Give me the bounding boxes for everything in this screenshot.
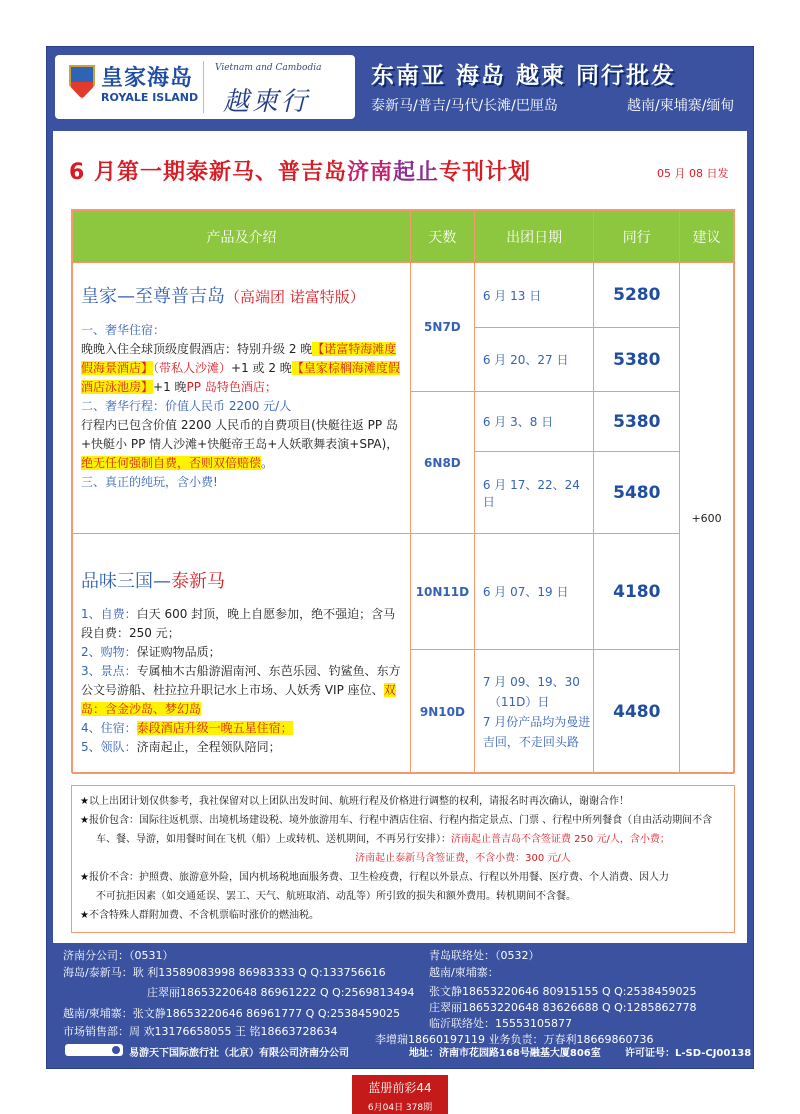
item-5: 5、领队：济南起止，全程领队陪同； xyxy=(81,740,281,754)
brand-royale-en: ROYALE ISLAND xyxy=(101,91,199,104)
notes-box xyxy=(71,785,735,933)
title-part3: 起止 xyxy=(392,160,439,185)
catalog-label: 蓝册前彩44 xyxy=(368,1081,432,1095)
jinan-office: 济南分公司：（0531） xyxy=(63,949,174,962)
contacts-section xyxy=(53,945,752,1065)
item-2: 2、购物：保证购物品质； xyxy=(81,645,221,659)
company-name: 易游天下国际旅行社（北京）有限公司济南分公司 xyxy=(129,1048,349,1059)
header-product: 产品及介绍 xyxy=(73,211,411,263)
title-part1: 6 月第一期泰新马、普吉岛 xyxy=(69,160,347,185)
price-cell: 5480 xyxy=(594,452,680,534)
days-cell: 9N10D xyxy=(410,650,474,774)
contact-line: 李增瑞18660197119 业务负责：万春利18669860736 xyxy=(375,1033,654,1046)
note-line: ★报价不含：护照费、旅游意外险，国内机场税地面服务费、卫生检疫费，行程以外景点、行程以外用餐、医疗费、个人消费、因人力 xyxy=(80,872,669,883)
brand-royale-cn: 皇家海岛 xyxy=(101,66,194,91)
table-header xyxy=(73,211,734,263)
section-heading: 二、奢华行程：价值人民币 2200 元/人 xyxy=(81,399,292,413)
content-panel xyxy=(53,131,747,943)
days-cell: 5N7D xyxy=(410,263,474,392)
days-cell: 10N11D xyxy=(410,534,474,650)
price-cell: 4180 xyxy=(594,534,680,650)
destinations-2: 越南/柬埔寨/缅甸 xyxy=(627,98,735,114)
product-phuket xyxy=(73,263,411,534)
logo-panel xyxy=(55,55,355,119)
contact-line: 临沂联络处：15553105877 xyxy=(429,1017,572,1030)
itinerary-text: 行程内已包含价值 2200 人民币的自费项目(快艇往返 PP 岛+快艇小 PP 情人沙滩+快艇帝王岛+人妖歌舞表演+SPA)，绝无任何强制自费，否则双倍赔偿。 xyxy=(81,418,399,470)
publish-date: 05 月 08 日发 xyxy=(657,167,729,180)
note-line: ★以上出团计划仅供参考，我社保留对以上团队出发时间、航班行程及价格进行调整的权利，请报名时再次确认，谢谢合作！ xyxy=(80,796,629,807)
logo-divider xyxy=(203,61,204,113)
hotel-text: 晚晚入住全球顶级度假酒店：特别升级 2 晚【诺富特海滩度假海景酒店】（带私人沙滩）+1 或 2 晚【皇家棕榈海滩度假酒店泳池房】+1 晚PP 岛特色酒店； xyxy=(81,342,400,394)
date-cell: 6 月 17、22、24 日 xyxy=(474,452,594,534)
note-line: 不可抗拒因素（如交通延误、罢工、天气、航班取消、动乱等）所引致的损失和额外费用。转机期间不含餐。 xyxy=(96,891,576,902)
item-1: 1、自费：白天 600 封顶，晚上自愿参加，绝不强迫；含马段自费：250 元； xyxy=(81,607,396,640)
flyer-frame xyxy=(46,46,754,1069)
header-days: 天数 xyxy=(410,211,474,263)
contact-line: 庄翠丽18653220648 86961222 Q Q:2569813494 xyxy=(147,986,415,999)
note-line: 车、餐、导游，如用餐时间在飞机（船）上或转机、送机期间，不再另行安排）：济南起止普吉岛不含签证费 250 元/人，含小费； xyxy=(96,834,670,845)
title-part4: 专刊计划 xyxy=(439,160,532,185)
note-line: ★报价包含：国际往返机票、出境机场建设税、境外旅游用车、行程中酒店住宿、行程内指定景点、门票 、行程中所列餐食（自由活动期间不含 xyxy=(80,815,713,826)
price-cell: 5280 xyxy=(594,263,680,328)
destinations-1: 泰新马/普吉/马代/长滩/巴厘岛 xyxy=(371,98,558,114)
contact-line: 庄翠丽18653220648 83626688 Q Q:1285862778 xyxy=(429,1001,697,1014)
catalog-issue: 6月04日 378期 xyxy=(367,1103,433,1113)
product-name: 品味三国—泰新马 xyxy=(81,571,225,592)
header-date: 出团日期 xyxy=(474,211,594,263)
contact-line: 越南/柬埔寨：张文静18653220646 86961777 Q Q:2538459025 xyxy=(63,1007,401,1020)
contact-line: 张文静18653220646 80915155 Q Q:2538459025 xyxy=(429,985,697,998)
contact-line: 海岛/泰新马：耿 利13589083998 86983333 Q Q:133756616 xyxy=(63,966,386,979)
slogan: 东南亚 海岛 越柬 同行批发 xyxy=(371,63,677,89)
company-address: 地址：济南市花园路168号融基大厦806室 xyxy=(409,1048,601,1059)
section-heading: 一、奢华住宿： xyxy=(81,323,166,337)
brand-vietnam-cn: 越柬行 xyxy=(223,87,311,117)
header-suggest: 建议 xyxy=(680,211,734,263)
contact-line: 市场销售部：周 欢13176658055 王 铭18663728634 xyxy=(63,1025,338,1038)
price-cell: 4480 xyxy=(594,650,680,774)
section-heading: 三、真正的纯玩，含小费! xyxy=(81,475,218,489)
days-cell: 6N8D xyxy=(410,392,474,534)
note-line: ★不含特殊人群附加费、不含机票临时涨价的燃油税。 xyxy=(80,910,319,921)
qingdao-office: 青岛联络处：（0532） xyxy=(429,949,540,962)
item-3: 3、景点：专属柚木古船游湄南河、东芭乐园、钓鲨鱼、东方公文号游船、杜拉拉升职记水上市场、人妖秀 VIP 座位、双岛：含金沙岛、梦幻岛 xyxy=(81,664,401,716)
shield-icon xyxy=(69,65,95,99)
product-thai-sing-malay xyxy=(73,534,411,774)
price-cell: 5380 xyxy=(594,328,680,392)
date-cell: 6 月 07、19 日 xyxy=(474,534,594,650)
brand-vietnam-en: Vietnam and Cambodia xyxy=(215,63,322,73)
page-title xyxy=(69,155,531,186)
contact-line: 越南/柬埔寨： xyxy=(429,966,499,979)
product-table xyxy=(71,209,735,773)
title-part2: 济南 xyxy=(346,160,393,185)
catalog-tag xyxy=(352,1075,448,1114)
date-cell: 6 月 3、8 日 xyxy=(474,392,594,452)
date-cell: 7 月 09、19、30 （11D）日 7 月份产品均为曼进吉回，不走回头路 xyxy=(474,650,594,774)
table-row xyxy=(73,263,734,328)
license-number: 许可证号：L-SD-CJ00138 xyxy=(625,1048,752,1059)
header xyxy=(47,47,753,127)
note-line: 济南起止泰新马含签证费，不含小费：300 元/人 xyxy=(355,853,571,864)
product-name: 皇家—至尊普吉岛（高端团 诺富特版） xyxy=(81,286,365,307)
date-cell: 6 月 13 日 xyxy=(474,263,594,328)
header-trade-price: 同行 xyxy=(594,211,680,263)
agency-logo-icon xyxy=(65,1044,123,1056)
date-cell: 6 月 20、27 日 xyxy=(474,328,594,392)
item-4: 4、住宿：泰段酒店升级一晚五星住宿； xyxy=(81,721,293,735)
suggest-cell: +600 xyxy=(680,263,734,774)
table-row xyxy=(73,534,734,650)
price-cell: 5380 xyxy=(594,392,680,452)
